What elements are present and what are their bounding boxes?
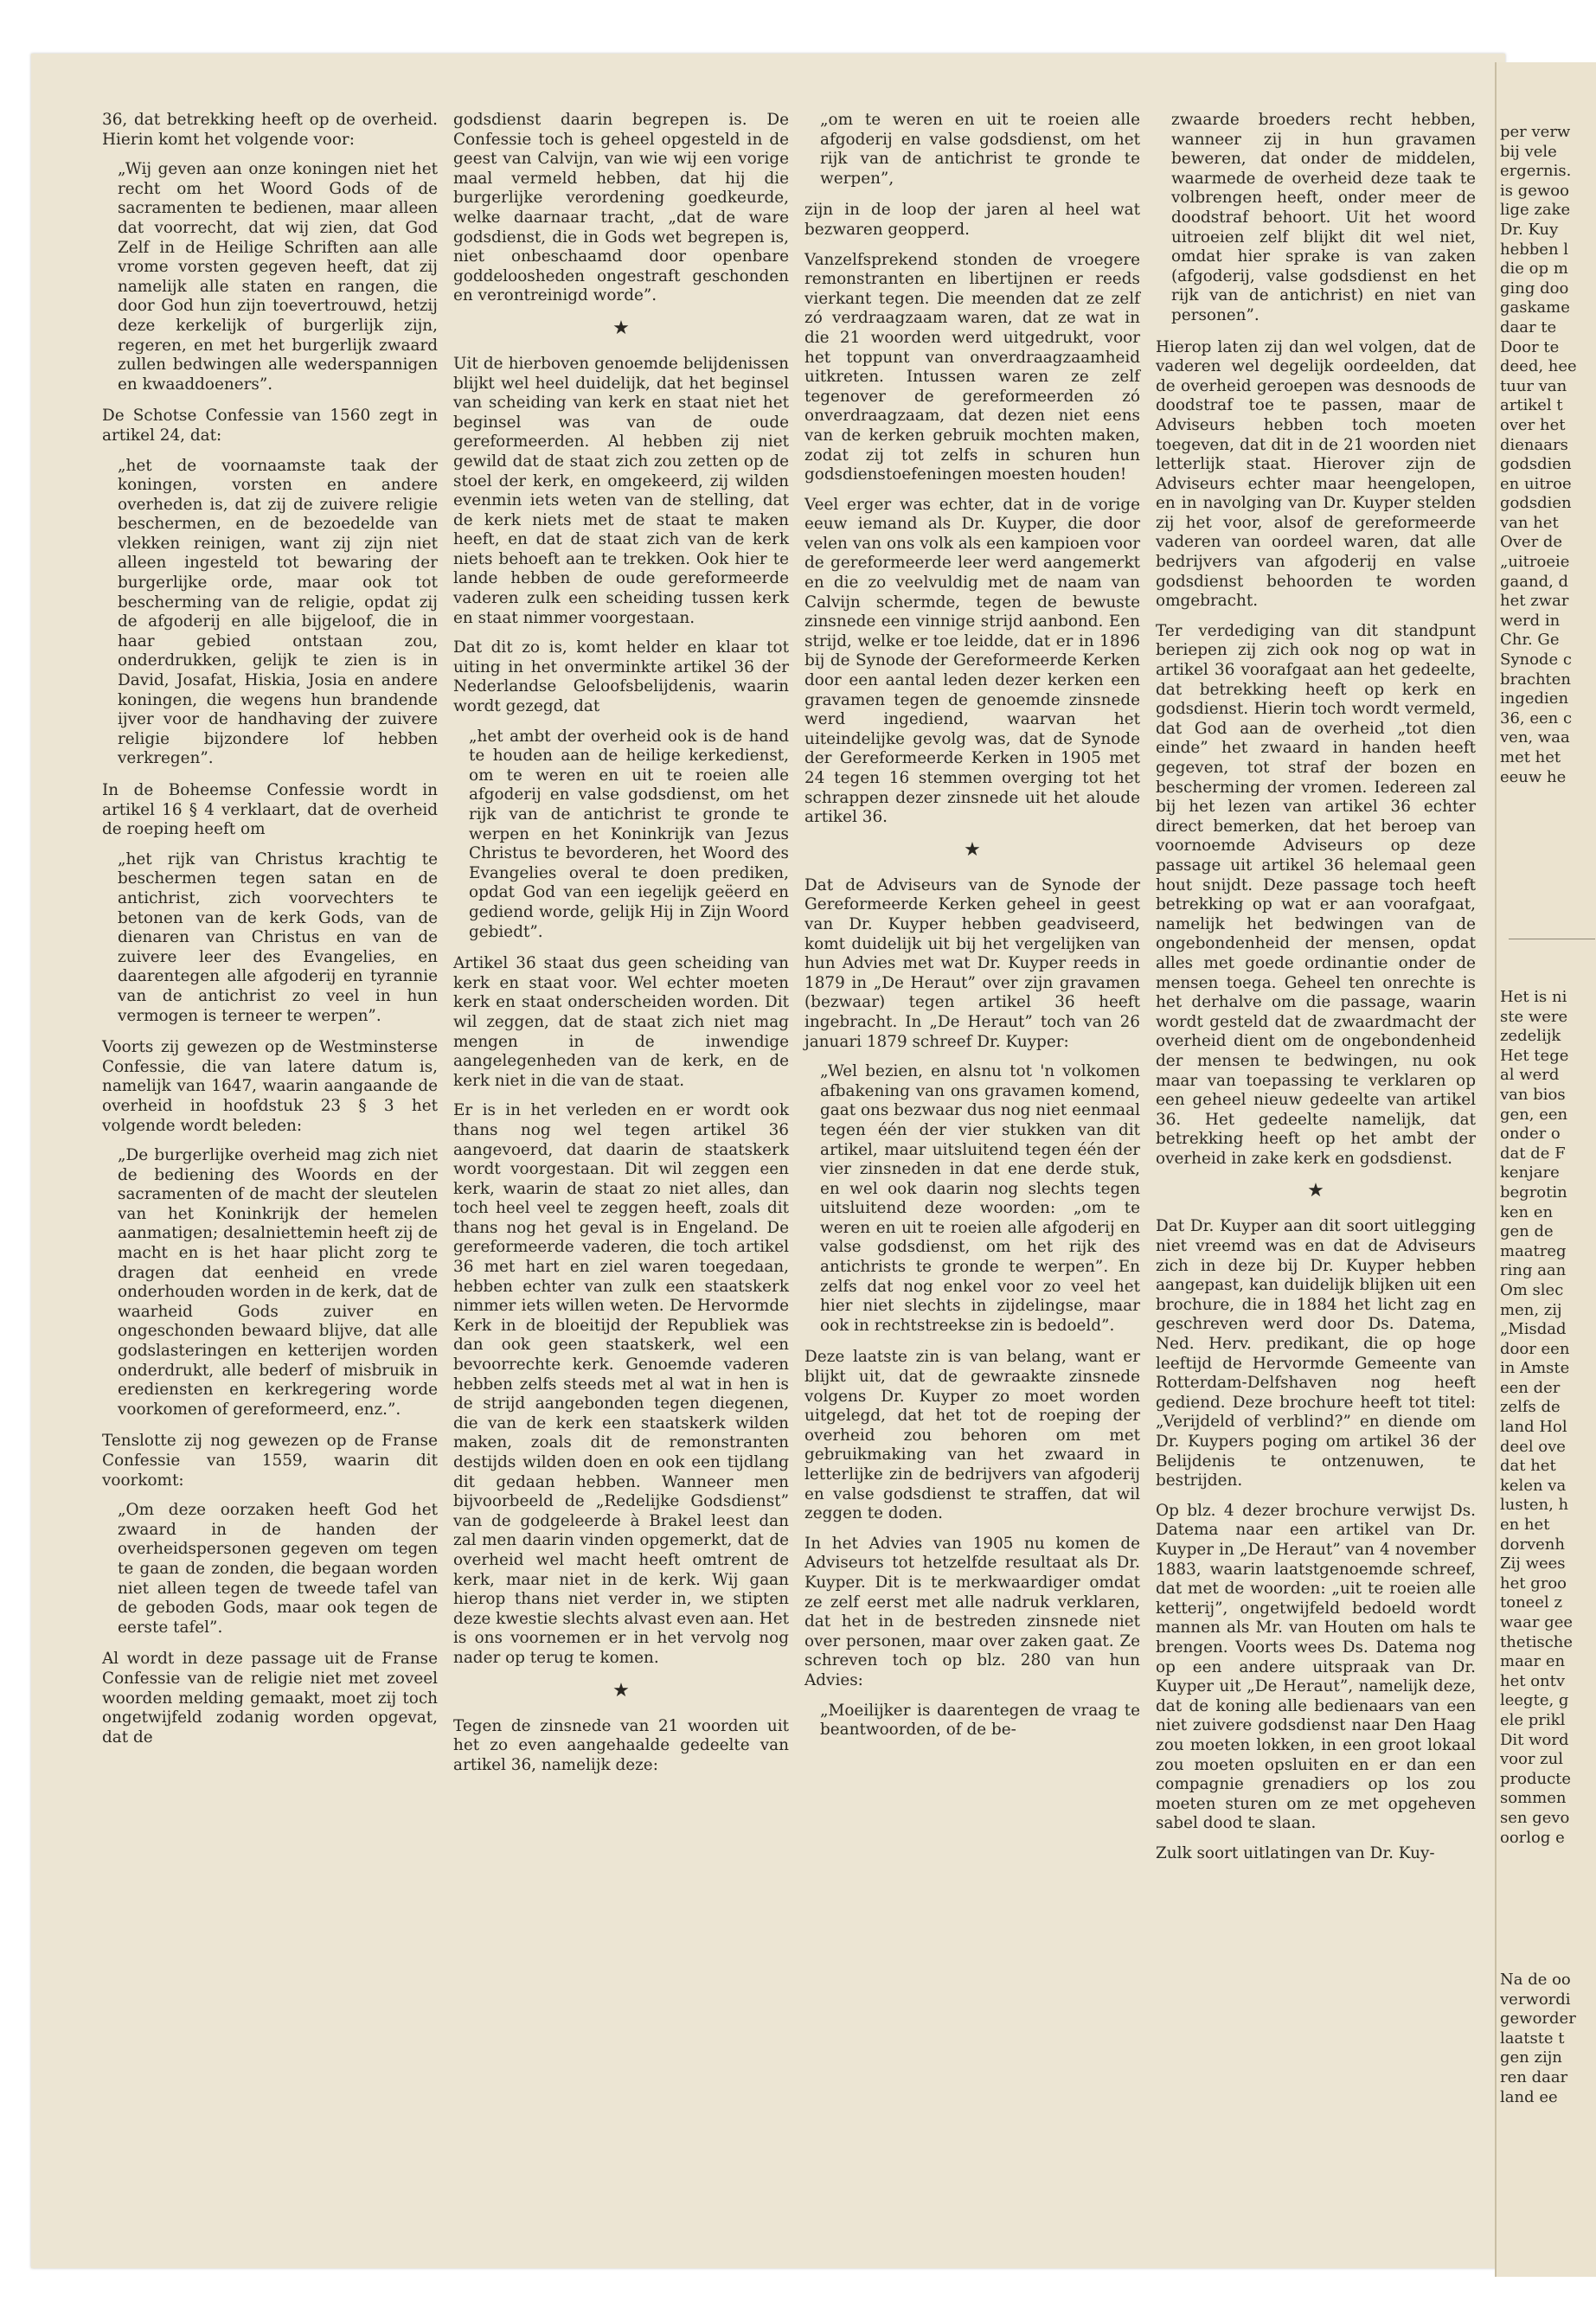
paragraph: De Schotse Confessie van 1560 zegt in artikel 24, dat: (102, 407, 438, 445)
quotation-paragraph: „De burgerlijke overheid mag zich niet de bediening des Woords en der sacramenten of de macht der sleutelen van het Koninkrijk der hemelen aanmatigen; desalniettemin heeft zij de macht en is het haar plicht zorg te dragen dat eenheid en vrede onderhouden worden in de kerk, dat de waarheid Gods zuiver en ongeschonden bewaard blijve, dat alle godslasteringen en ketterijen worden onderdrukt, alle bederf of misbruik in erediensten en kerkregering worde voorkomen of gereformeerd, enz.”. (118, 1146, 438, 1419)
paragraph: Voorts zij gewezen op de Westminsterse Confessie, die van latere datum is, namelijk van 1647, waarin aangaande de overheid in hoofdstuk 23 § 3 het volgende wordt beleden: (102, 1038, 438, 1135)
paragraph: Al wordt in deze passage uit de Franse Confessie van de religie niet met zoveel woorden melding gemaakt, moet zij toch ongetwijfeld zodanig worden opgevat, dat de (102, 1650, 438, 1747)
quotation-paragraph: „Wel bezien, en alsnu tot 'n volkomen afbakening van ons gravamen komend, gaat ons bezwaar dus nog niet eenmaal tegen één der vier stukken van dit artikel, maar uitsluitend tegen één der vier zinsneden in dat ene derde stuk, en wel ook daarin nog slechts tegen uitsluitend deze woorden: „om te weren en uit te roeien alle afgoderij en valse godsdienst, om het rijk des antichrists te gronde te werpen”. En zelfs dat nog enkel voor zo veel het hier niet slechts in zijdelingse, maar ook in rechtstreekse zin is bedoeld”. (820, 1062, 1140, 1335)
edge-text-top: per verw bij vele ergernis. is gewoo lige zake Dr. Kuy hebben l die op m ging doo gaskame daar te Door te deed, hee tuur van artikel t over het dienaars godsdien en uitroe godsdien van het Over de „uitroeie gaand, d het zwar werd in Chr. Ge Synode c brachten ingedien 36, een c ven, waa met het eeuw he (1500, 123, 1577, 786)
paragraph: Dat Dr. Kuyper aan dit soort uitlegging niet vreemd was en dat de Adviseurs zich in deze bij Dr. Kuyper hebben aangepast, kan duidelijk blijken uit een brochure, die in 1884 het licht zag en geschreven werd door Ds. Datema, Ned. Herv. predikant, die op hoge leeftijd de Hervormde Gemeente van Rotterdam-Delfshaven nog heeft gediend. Deze brochure heeft tot titel: „Verijdeld of verblind?” en diende om Dr. Kuypers poging om artikel 36 der Belijdenis te ontzenuwen, te bestrijden. (1156, 1217, 1476, 1490)
column-2 (453, 111, 789, 1785)
paragraph: Dat dit zo is, komt helder en klaar tot uiting in het onverminkte artikel 36 der Nederlandse Geloofsbelijdenis, waarin wordt gezegd, dat (453, 638, 789, 716)
quotation-paragraph: „Wij geven aan onze koningen niet het recht om het Woord Gods of de sacramenten te bedienen, maar alleen dat voorrecht, dat wij zien, dat God Zelf in de Heilige Schriften aan alle vrome vorsten gegeven heeft, dat zij namelijk alle staten en rangen, die door God hun zijn toevertrouwd, hetzij deze kerkelijk of burgerlijk zijn, regeren, en met het burgerlijk zwaard zullen bedwingen alle wederspannigen en kwaaddoeners”. (118, 160, 438, 394)
paragraph: In de Boheemse Confessie wordt in artikel 16 § 4 verklaart, dat de overheid de roeping heeft om (102, 781, 438, 839)
paragraph: godsdienst daarin begrepen is. De Confessie toch is geheel opgesteld in de geest van Calvijn, van wie wij een vorige maal vermeld hebben, dat hij die burgerlijke verordening goedkeurde, welke daarnaar tracht, „dat de ware godsdienst, die in Gods wet begrepen is, niet onbeschaamd door openbare goddeloosheden ongestraft geschonden en verontreinigd worde”. (453, 111, 789, 305)
paragraph: Zulk soort uitlatingen van Dr. Kuy- (1156, 1843, 1435, 1862)
paragraph: Veel erger was echter, dat in de vorige eeuw iemand als Dr. Kuyper, die door velen van ons volk als een kampioen voor de gereformeerde leer werd aangemerkt en die zo veelvuldig met de naam van Calvijn schermde, tegen de bewuste zinsnede een vinnige strijd aanbond. Een strijd, welke er toe leidde, dat er in 1896 bij de Synode der Gereformeerde Kerken door een aantal leden dezer kerken een gravamen tegen de genoemde zinsnede werd ingediend, waarvan het uiteindelijke gevolg was, dat de Synode der Gereformeerde Kerken in 1905 met 24 tegen 16 stemmen overging tot het schrappen dezer zinsnede uit het aloude artikel 36. (804, 495, 1140, 827)
quotation-paragraph: „om te weren en uit te roeien alle afgoderij en valse godsdienst, om het rijk van de antichrist te gronde te werpen”, (820, 111, 1140, 188)
edge-text-bottom: Na de oo verwordi geworder laatste t gen zijn ren daar land ee (1500, 1971, 1576, 2106)
newspaper-page (31, 54, 1505, 2268)
quotation-paragraph: „Om deze oorzaken heeft God het zwaard in de handen der overheidspersonen gegeven om tegen te gaan de zonden, die begaan worden niet alleen tegen de tweede tafel van de geboden Gods, maar ook tegen de eerste tafel”. (118, 1501, 438, 1637)
section-divider-star: ★ (964, 838, 981, 861)
quotation-paragraph: zwaarde broeders recht hebben, wanneer zij in hun gravamen beweren, dat onder de middelen, waarmede de overheid deze taak te volbrengen heeft, onder meer de doodstraf behoort. Uit het woord uitroeien zelf blijkt dit wel niet, omdat hier sprake is van zaken (afgoderij, valse godsdienst en het rijk van de antichrist) en niet van personen”. (1171, 111, 1476, 324)
edge-text-middle: Het is ni ste were zedelijk Het tege al werd van bios gen, een onder o dat de F kenjare begrotin ken en gen de maatreg ring aan Om slec men, zij „Misdad door een in Amste een der zelfs de land Hol deel ove dat het kelen va lusten, h en het dorvenh Zij wees het groo toneel z waar gee thetische maar en het ontv leegte, g ele prikl Dit word voor zul producte sommen sen gevo oorlog e (1500, 988, 1574, 1847)
quotation-paragraph: „het de voornaamste taak der koningen, vorsten en andere overheden is, dat zij de zuivere religie beschermen, en de bezoedelde van vlekken reinigen, want zij zijn niet alleen ingesteld tot bewaring der burgerlijke orde, maar ook tot bescherming van de religie, opdat zij de afgoderij en alle bijgeloof, die in haar gebied ontstaan zou, onderdrukken, gelijk te zien is in David, Josafat, Hiskia, Josia en andere koningen, die wegens hun brandende ijver voor de handhaving der zuivere religie bijzondere lof hebben verkregen”. (118, 456, 438, 768)
paragraph: Dat de Adviseurs van de Synode der Gereformeerde Kerken geheel in geest van Dr. Kuyper hebben geadviseerd, komt duidelijk uit bij het vergelijken van hun Advies met wat Dr. Kuyper reeds in 1879 in „De Heraut” over zijn gravamen (bezwaar) tegen artikel 36 heeft ingebracht. In „De Heraut” toch van 26 januari 1879 schreef Dr. Kuyper: (804, 875, 1140, 1051)
section-divider-star: ★ (612, 317, 630, 339)
column-4 (1156, 111, 1476, 1874)
section-divider-star: ★ (612, 1679, 630, 1702)
quotation-paragraph: „het ambt der overheid ook is de hand te houden aan de heilige kerkedienst, om te weren en uit te roeien alle afgoderij en valse godsdienst, om het rijk van de antichrist te gronde te werpen en het Koninkrijk van Jezus Christus te bevorderen, het Woord des Evangelies overal te doen prediken, opdat God van een iegelijk geëerd en gediend worde, gelijk Hij in Zijn Woord gebiedt”. (469, 727, 789, 941)
paragraph: Er is in het verleden en er wordt ook thans nog wel tegen artikel 36 aangevoerd, dat daarin de staatskerk wordt voorgestaan. Dit wil zeggen een kerk, waarin de staat zo niet alles, dan toch heel veel te zeggen heeft, zoals dit thans nog het geval is in Engeland. De gereformeerde vaderen, die toch artikel 36 met hart en ziel waren toegedaan, hebben echter van zulk een staatskerk nimmer iets willen weten. De Hervormde Kerk in de bloeitijd der Republiek was dan ook geen staatskerk, wel een bevoorrechte kerk. Genoemde vaderen hebben zelfs steeds met al wat in hen is de strijd aangebonden tegen diegenen, die van de kerk een staatskerk wilden maken, zoals dit de remonstranten destijds wilden doen en ook een tijdlang dit gedaan hebben. Wanneer men bijvoorbeeld de „Redelijke Godsdienst” van de godgeleerde à Brakel leest dan zal men daarin vinden opgemerkt, dat de overheid wel macht heeft omtrent de kerk, maar niet in de kerk. Wij gaan hierop thans niet verder in, we stipten deze kwestie slechts alvast even aan. Het is ons voornemen er in het vervolg nog nader op terug te komen. (453, 1101, 789, 1667)
paragraph: 36, dat betrekking heeft op de overheid. Hierin komt het volgende voor: (102, 111, 438, 149)
paragraph: In het Advies van 1905 nu komen de Adviseurs tot hetzelfde resultaat als Dr. Kuyper. Dit is te merkwaardiger omdat ze zelf eerst met alle nadruk verklaren, dat het in de bestreden zinsnede niet over personen, maar over zaken gaat. Ze schreven toch op blz. 280 van hun Advies: (804, 1534, 1140, 1689)
section-divider-star: ★ (1307, 1180, 1324, 1202)
paragraph: Vanzelfsprekend stonden de vroegere remonstranten en libertijnen er reeds vierkant tegen. Die meenden dat ze zelf zó verdraagzaam waren, dat ze wat in die 21 woorden werd uitgedrukt, voor het toppunt van onverdraagzaamheid uitkreten. Intussen waren ze zelf tegenover de gereformeerden zó onverdraagzaam, dat dezen niet eens van de kerken gebruik mochten maken, zodat zij tot zelfs in schuren hun godsdienstoefeningen moesten houden! (804, 250, 1140, 484)
paragraph: zijn in de loop der jaren al heel wat bezwaren geopperd. (804, 201, 1140, 239)
column-3 (804, 111, 1140, 1753)
paragraph: Uit de hierboven genoemde belijdenissen blijkt wel heel duidelijk, dat het beginsel van scheiding van kerk en staat niet het beginsel was van de oude gereformeerden. Al hebben zij niet gewild dat de staat zich zou zetten op de stoel der kerk, en omgekeerd, zij wilden evenmin iets weten van de stelling, dat de kerk niets met de staat te maken heeft, en dat de staat zich van de kerk niets behoeft aan te trekken. Ook hier te lande hebben de oude gereformeerde vaderen zulk een scheiding tussen kerk en staat nimmer voorgestaan. (453, 354, 789, 627)
column-1 (102, 111, 438, 1758)
paragraph: Hierop laten zij dan wel volgen, dat de vaderen wel degelijk oordeelden, dat de overheid geroepen was desnoods de doodstraf toe te passen, maar de Adviseurs hebben toch moeten toegeven, dat dit in de 21 woorden niet letterlijk staat. Hierover zijn de Adviseurs echter maar heengelopen, en in navolging van Dr. Kuyper stelden zij het voor, alsof de gereformeerde vaderen van oordeel waren, dat alle bedrijvers van afgoderij en valse godsdienst behoorden te worden omgebracht. (1156, 337, 1476, 611)
paragraph: Tenslotte zij nog gewezen op de Franse Confessie van 1559, waarin dit voorkomt: (102, 1432, 438, 1490)
paragraph: Tegen de zinsnede van 21 woorden uit het zo even aangehaalde gedeelte van artikel 36, namelijk deze: (453, 1716, 789, 1774)
quotation-paragraph: „het rijk van Christus krachtig te beschermen tegen satan en de antichrist, zich voorvechters te betonen van de kerk Gods, van de dienaren van Christus en van de zuivere leer des Evangelies, en daarentegen alle afgoderij en tyrannie van de antichrist zo veel in hun vermogen is terneer te werpen”. (118, 849, 438, 1025)
paragraph: Op blz. 4 dezer brochure verwijst Ds. Datema naar een artikel van Dr. Kuyper in „De Heraut” van 4 november 1883, waarin laatstgenoemde schreef, dat met de woorden: „uit te roeien alle ketterij”, ongetwijfeld bedoeld wordt mannen als Mr. van Houten om hals te brengen. Voorts wees Ds. Datema nog op een andere uitspraak van Dr. Kuyper uit „De Heraut”, namelijk deze, dat de koning alle bedienaars van een niet zuivere godsdienst naar Den Haag zou moeten lokken, in een groot lokaal zou moeten opsluiten en er dan een compagnie grenadiers op los zou moeten sturen om ze met opgeheven sabel dood te slaan. (1156, 1501, 1476, 1833)
paragraph: Deze laatste zin is van belang, want er blijkt uit, dat de gewraakte zinsnede volgens Dr. Kuyper zo moet worden uitgelegd, dat het tot de roeping der overheid zou behoren om met gebruikmaking van het zwaard in letterlijke zin de bedrijvers van afgoderij en valse godsdienst te straffen, dat wil zeggen te doden. (804, 1348, 1140, 1523)
quotation-paragraph: „Moeilijker is daarentegen de vraag te beantwoorden, of de be- (820, 1701, 1140, 1740)
paragraph: Artikel 36 staat dus geen scheiding van kerk en staat voor. Wel echter moeten kerk en staat onderscheiden worden. Dit wil zeggen, dat de staat zich niet mag mengen in de inwendige aangelegenheden van de kerk, en de kerk niet in die van de staat. (453, 954, 789, 1090)
paragraph: Ter verdediging van dit standpunt beriepen zij zich ook nog op wat in artikel 36 voorafgaat aan het gedeelte, dat betrekking heeft op kerk en godsdienst. Hierin toch wordt vermeld, dat God aan de overheid „tot dien einde” het zwaard in handen heeft gegeven, tot straf der bozen en bescherming der vromen. Iedereen zal bij het lezen van artikel 36 echter direct bemerken, dat het beroep van voornoemde Adviseurs op deze passage uit artikel 36 helemaal geen hout snijdt. Deze passage toch heeft betrekking op wat er aan voorafgaat, namelijk het bedwingen van de ongebondenheid der mensen, opdat alles met goede ordinantie onder de mensen toega. Geheel ten onrechte is het derhalve om die passage, waarin wordt gesteld dat de zwaardmacht der overheid dient om de ongebondenheid der mensen te bedwingen, nu ook maar van toepassing te verklaren op een geheel nieuw gedeelte van artikel 36. Het gedeelte namelijk, dat betrekking heeft op het ambt der overheid in zake kerk en godsdienst. (1156, 621, 1476, 1168)
